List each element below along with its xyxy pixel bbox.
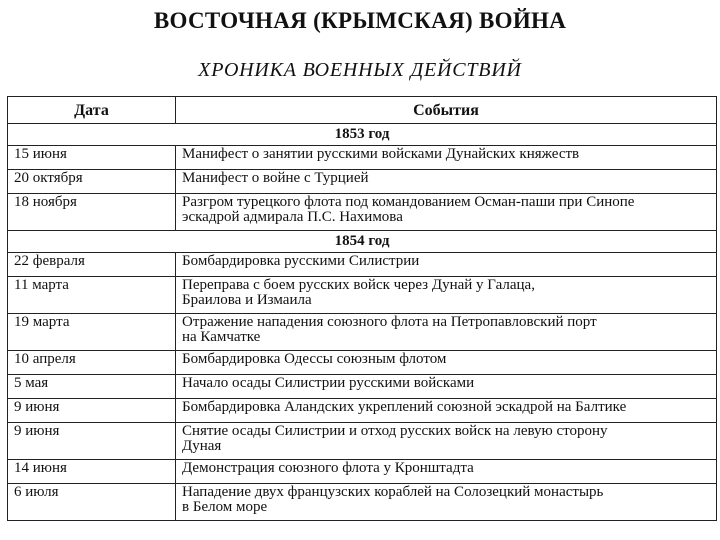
- event-text-line: Разгром турецкого флота под командованием Осман-паши при Синопе: [182, 194, 635, 210]
- event-text: Начало осады Силистрии русскими войсками: [176, 375, 717, 399]
- event-text: Демонстрация союзного флота у Кронштадта: [176, 460, 717, 484]
- event-date: 9 июня: [8, 423, 176, 460]
- table-row: [8, 170, 717, 194]
- table-row: [8, 423, 717, 460]
- event-text-line: в Белом море: [182, 499, 268, 515]
- header-events: События: [176, 97, 717, 124]
- table-row: [8, 194, 717, 231]
- event-text-line: на Камчатке: [182, 329, 261, 345]
- event-date: 20 октября: [8, 170, 176, 194]
- event-date: 5 мая: [8, 375, 176, 399]
- table-row: [8, 399, 717, 423]
- table-header-row: [8, 97, 717, 124]
- table-row: [8, 146, 717, 170]
- event-date: 9 июня: [8, 399, 176, 423]
- event-text-line: Браилова и Измаила: [182, 292, 312, 308]
- event-text: [176, 423, 717, 460]
- year-row-1854: [8, 231, 717, 253]
- year-label: 1854 год: [8, 231, 717, 253]
- table-row: [8, 314, 717, 351]
- table-row: [8, 460, 717, 484]
- event-date: 15 июня: [8, 146, 176, 170]
- page-subtitle: ХРОНИКА ВОЕННЫХ ДЕЙСТВИЙ: [198, 59, 522, 81]
- event-text-line: Дуная: [182, 438, 222, 454]
- page-title: ВОСТОЧНАЯ (КРЫМСКАЯ) ВОЙНА: [153, 8, 567, 33]
- event-date: 14 июня: [8, 460, 176, 484]
- event-date: 18 ноября: [8, 194, 176, 231]
- chronicle-table: [7, 96, 717, 521]
- event-text: [176, 484, 717, 521]
- event-date: 11 марта: [8, 277, 176, 314]
- table-row: [8, 253, 717, 277]
- event-text: [176, 194, 717, 231]
- event-text: Бомбардировка Одессы союзным флотом: [176, 351, 717, 375]
- table-row: [8, 484, 717, 521]
- event-text-line: Нападение двух французских кораблей на Солозецкий монастырь: [182, 484, 604, 500]
- header-date: Дата: [8, 97, 176, 124]
- event-text: Бомбардировка Аландских укреплений союзной эскадрой на Балтике: [176, 399, 717, 423]
- event-text-line: Переправа с боем русских войск через Дунай у Галаца,: [182, 277, 535, 293]
- table-row: [8, 277, 717, 314]
- event-date: 10 апреля: [8, 351, 176, 375]
- event-text: Манифест о войне с Турцией: [176, 170, 717, 194]
- event-text: Бомбардировка русскими Силистрии: [176, 253, 717, 277]
- event-text: Манифест о занятии русскими войсками Дунайских княжеств: [176, 146, 717, 170]
- event-text-line: эскадрой адмирала П.С. Нахимова: [182, 209, 403, 225]
- event-date: 22 февраля: [8, 253, 176, 277]
- event-text: [176, 277, 717, 314]
- year-row-1853: [8, 124, 717, 146]
- event-text-line: Снятие осады Силистрии и отход русских войск на левую сторону: [182, 423, 608, 439]
- event-date: 19 марта: [8, 314, 176, 351]
- event-date: 6 июля: [8, 484, 176, 521]
- event-text: [176, 314, 717, 351]
- year-label: 1853 год: [8, 124, 717, 146]
- table-row: [8, 375, 717, 399]
- event-text-line: Отражение нападения союзного флота на Петропавловский порт: [182, 314, 597, 330]
- table-row: [8, 351, 717, 375]
